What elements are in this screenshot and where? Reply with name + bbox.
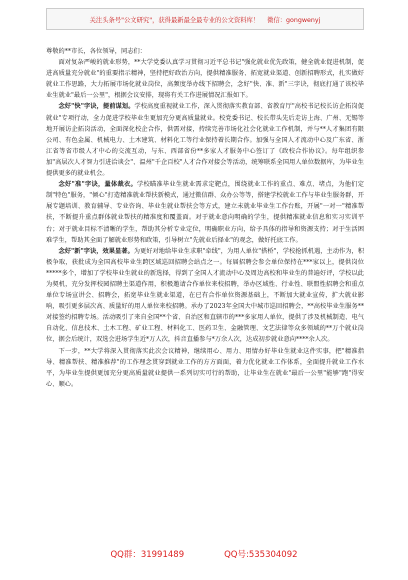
intro-paragraph: 面对复杂严峻的就业形势，**大学党委认真学习贯彻习近平总书记"强化就业优先政策，健全就业促进机制，促进高质量充分就业"的重要指示精神，坚持把好政治方向，提供精准服务、拓宽就业渠道、创新招聘形式，扎实做好就业工作思路，大力拓展市场化就业岗位，高频度举办线下招聘会，念好"快、准、新"三字诀，彻底打通了该校毕业生就业"最后一公里"，根据会议安排，现将有关工作进展情况汇报如下。	[46, 59, 364, 100]
section-fast-body: 学校高度重视就业工作，深入贯彻落实教育部、省教育厅"高校书记校长访企拓岗促就业"专项行动，全力促进学校毕业生更加充分更高质量就业。校党委书记、校长带头先后走访上海、广州、无锡等地开展访企拓岗活动，全面深化校企合作，供需对接，持续完善市场化社会化就业工作机制，并与**人才集团有限公司、有色金属、机械电力、土木建筑、材料化工等行业保持着长期合作。加强与全国人才流动中心及广东省、浙江省等省市级人才中心的交流互动，与东、西部省份**多家人才服务中心签订了《政校合作协议》。每年组织参加"高层次人才智力引进洽谈会"、温州"千企百校"人才合作对接会等活动，统筹联系全国用人单位数据库，为毕业生提供更多的就业机会。	[46, 103, 364, 178]
qq-group: QQ群：31991489	[110, 550, 185, 560]
qq-number: QQ号:535304092	[224, 550, 298, 560]
section-new-paragraph	[46, 246, 364, 346]
closing-paragraph: 下一步，**大学将深入贯彻落实此次会议精神，继续用心、用力、用情办好毕业生就业这件实事，把"精准指导、精准帮扶、精准推荐"的工作理念贯穿到就业工作的方方面面，着力优化就业工作体系，全面提升就业工作水平，为毕业生提供更加充分更高质量就业提供一系列切实可行的帮助，让毕业生在就业"最后一公里"能够"跑"得安心、顺心。	[46, 347, 364, 388]
section-new-heading: 念好"新"字诀，效果显著。	[58, 247, 134, 255]
section-fast-heading: 念好"快"字诀，提前谋划。	[58, 103, 135, 111]
banner-text: 关注头条号"公文研究"，获得最新最全最专业的公文资料库！	[89, 16, 260, 24]
contact-footer	[0, 548, 408, 562]
speech-body	[46, 46, 364, 390]
section-accurate-heading: 念好"准"字诀，量体裁衣。	[58, 181, 137, 189]
banner-wechat: 微信：gongwenyj	[267, 16, 321, 24]
section-new-body: 为更好对地给毕业生求职"牵线"，为用人单位"搭桥"，学校抢抓机遇，主动作为，积极争取，获批成为全国高校毕业生跨区域巡回招聘会站点之一。每届招聘会参会单位保持在***家以上，提供岗位*****多个，增加了学校毕业生就业的新选择，得到了全国人才流动中心及周边高校和毕业生的普遍好评，学校以此为契机，充分发挥校园招聘主渠道作用，积极邀请合作单位来校招聘，举办区域性、行业性、联盟性招聘会和重点单位专场宣讲会、招聘会，拓宽毕业生就业渠道，在已有合作单位资源基础上，不断加大就业宣传，扩大就业影响，吸引更多层次高、质量好的用人单位来校招聘。承办了2023年全国大中城市巡回招聘会，**高校毕业生服务**对接签约招聘专场。活动吸引了来自全国**个省、自治区和直辖市的***多家用人单位，提供了涉及机械制造、电气自动化、信息技术、土木工程、矿业工程、材料化工、医药卫生、金融管理、文艺法律等众多领域的**万个就业岗位，据会后统计，双选会进场学生近*万人次，抖音直播参与*万余人次，达成初步就业意向****余人次。	[46, 247, 365, 344]
section-accurate-body: 学校瞄准毕业生就业需求定靶点，围绕就业工作的重点、难点、堵点，为他们定制"特色"服务，"倾心"打造精准就业帮扶新模式，通过微信群、众办公等等，搭建学校就业工作与毕业生服务群，开展专题培训、教育辅导、专业咨询、毕业生就业帮扶会等方式，建立未就业毕业生工作台账，开展"一对一"精准帮扶，不断提升重点群体就业帮扶的精准度和覆盖面。对于就业意向明确的学生，提供精准就业信息和实习实训平台；对于就业目标不清晰的学生，帮助其分析专业定位，明确职业方向，给予具体的指导和资源支持；对于生活困难学生，帮助其全面了解就业形势和政策，引导树立"先就业后择业"的观念，做好托底工作。	[46, 181, 365, 244]
section-accurate-paragraph	[46, 179, 364, 246]
salutation: 尊敬的**市长，各位领导，同志们：	[46, 48, 146, 55]
section-fast-paragraph	[46, 101, 364, 179]
promo-banner	[46, 8, 364, 30]
